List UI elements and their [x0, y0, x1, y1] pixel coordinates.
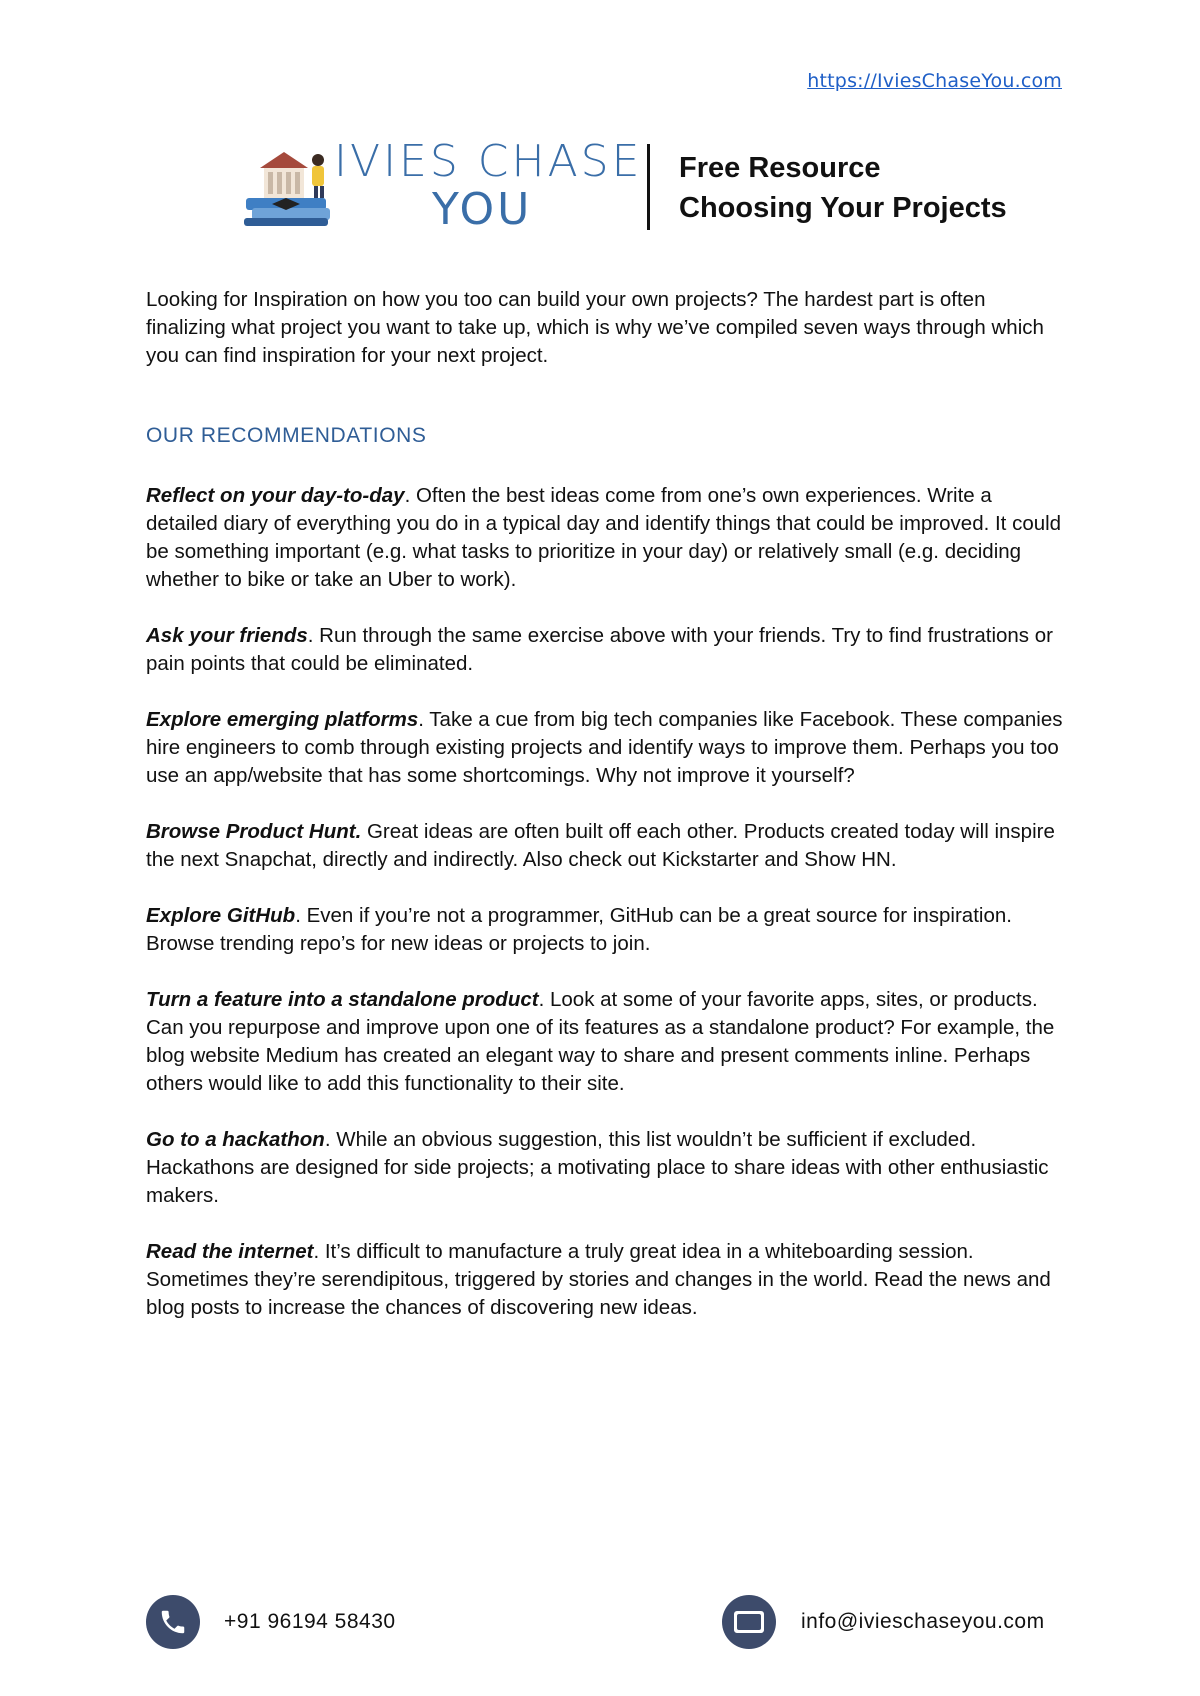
intro-paragraph: Looking for Inspiration on how you too can build your own projects? The hardest part is often finalizing what project you want to take up, which is why we’ve compiled seven ways through which you can find inspiration for your next project. [146, 288, 1044, 367]
recommendation-title: Ask your friends [146, 624, 308, 647]
recommendation-text: . Run through the same exercise above with your friends. Try to find frustrations or pain points that could be eliminated. [146, 624, 1053, 675]
recommendation-text: . Take a cue from big tech companies like Facebook. These companies hire engineers to comb through existing projects and identify ways to improve them. Perhaps you too use an app/website that has some shortcomings. Why not improve it yourself? [146, 708, 1063, 787]
website-link[interactable]: https://IviesChaseYou.com [807, 70, 1062, 92]
recommendation-title: Browse Product Hunt. [146, 820, 362, 843]
recommendations-list [146, 482, 1066, 1350]
recommendation-item [146, 1126, 1066, 1210]
recommendation-item [146, 482, 1066, 594]
recommendation-item [146, 902, 1066, 958]
recommendation-item [146, 622, 1066, 678]
recommendation-text: . It’s difficult to manufacture a truly great idea in a whiteboarding session. Sometimes they’re serendipitous, triggered by stories and changes in the world. Read the news and blog posts to increase the chances of discovering new ideas. [146, 1240, 1051, 1319]
recommendation-title: Turn a feature into a standalone product [146, 988, 539, 1011]
recommendation-title: Explore emerging platforms [146, 708, 419, 731]
recommendation-text: . While an obvious suggestion, this list wouldn’t be sufficient if excluded. Hackathons are designed for side projects; a motivating place to share ideas with other enthusiastic makers. [146, 1128, 1049, 1207]
recommendation-text: Great ideas are often built off each other. Products created today will inspire the next Snapchat, directly and indirectly. Also check out Kickstarter and Show HN. [146, 820, 1055, 871]
logo-books-building-icon [242, 140, 340, 230]
recommendation-item [146, 986, 1066, 1098]
recommendation-text: . Look at some of your favorite apps, sites, or products. Can you repurpose and improve upon one of its features as a standalone product? For example, the blog website Medium has created an elegant way to share and present comments inline. Perhaps others would like to add this functionality to their site. [146, 988, 1055, 1095]
recommendation-item [146, 1238, 1066, 1322]
header [242, 136, 1042, 240]
recommendation-title: Reflect on your day-to-day [146, 484, 405, 507]
resource-line2: Choosing Your Projects [679, 192, 1007, 224]
envelope-glyph-icon [733, 1610, 765, 1634]
section-heading: OUR RECOMMENDATIONS [146, 424, 427, 447]
recommendation-title: Explore GitHub [146, 904, 296, 927]
email-icon [722, 1595, 776, 1649]
recommendation-title: Go to a hackathon [146, 1128, 325, 1151]
logo-text-line1: IVIES CHASE [334, 136, 643, 187]
phone-icon [146, 1595, 200, 1649]
recommendation-title: Read the internet [146, 1240, 314, 1263]
header-divider [647, 144, 650, 230]
footer-phone[interactable]: +91 96194 58430 [224, 1610, 396, 1633]
recommendation-item [146, 706, 1066, 790]
resource-title [679, 148, 1007, 228]
recommendation-text: . Often the best ideas come from one’s own experiences. Write a detailed diary of everything you do in a typical day and identify things that could be improved. It could be something important (e.g. what tasks to prioritize in your day) or relatively small (e.g. deciding whether to bike or take an Uber to work). [146, 484, 1062, 591]
recommendation-text: . Even if you’re not a programmer, GitHub can be a great source for inspiration. Browse trending repo’s for new ideas or projects to join. [146, 904, 1012, 955]
resource-line1: Free Resource [679, 152, 881, 184]
phone-glyph-icon [158, 1607, 188, 1637]
footer-email[interactable]: info@ivieschaseyou.com [801, 1610, 1045, 1633]
logo-text-line2: YOU [432, 184, 533, 235]
recommendation-item [146, 818, 1066, 874]
